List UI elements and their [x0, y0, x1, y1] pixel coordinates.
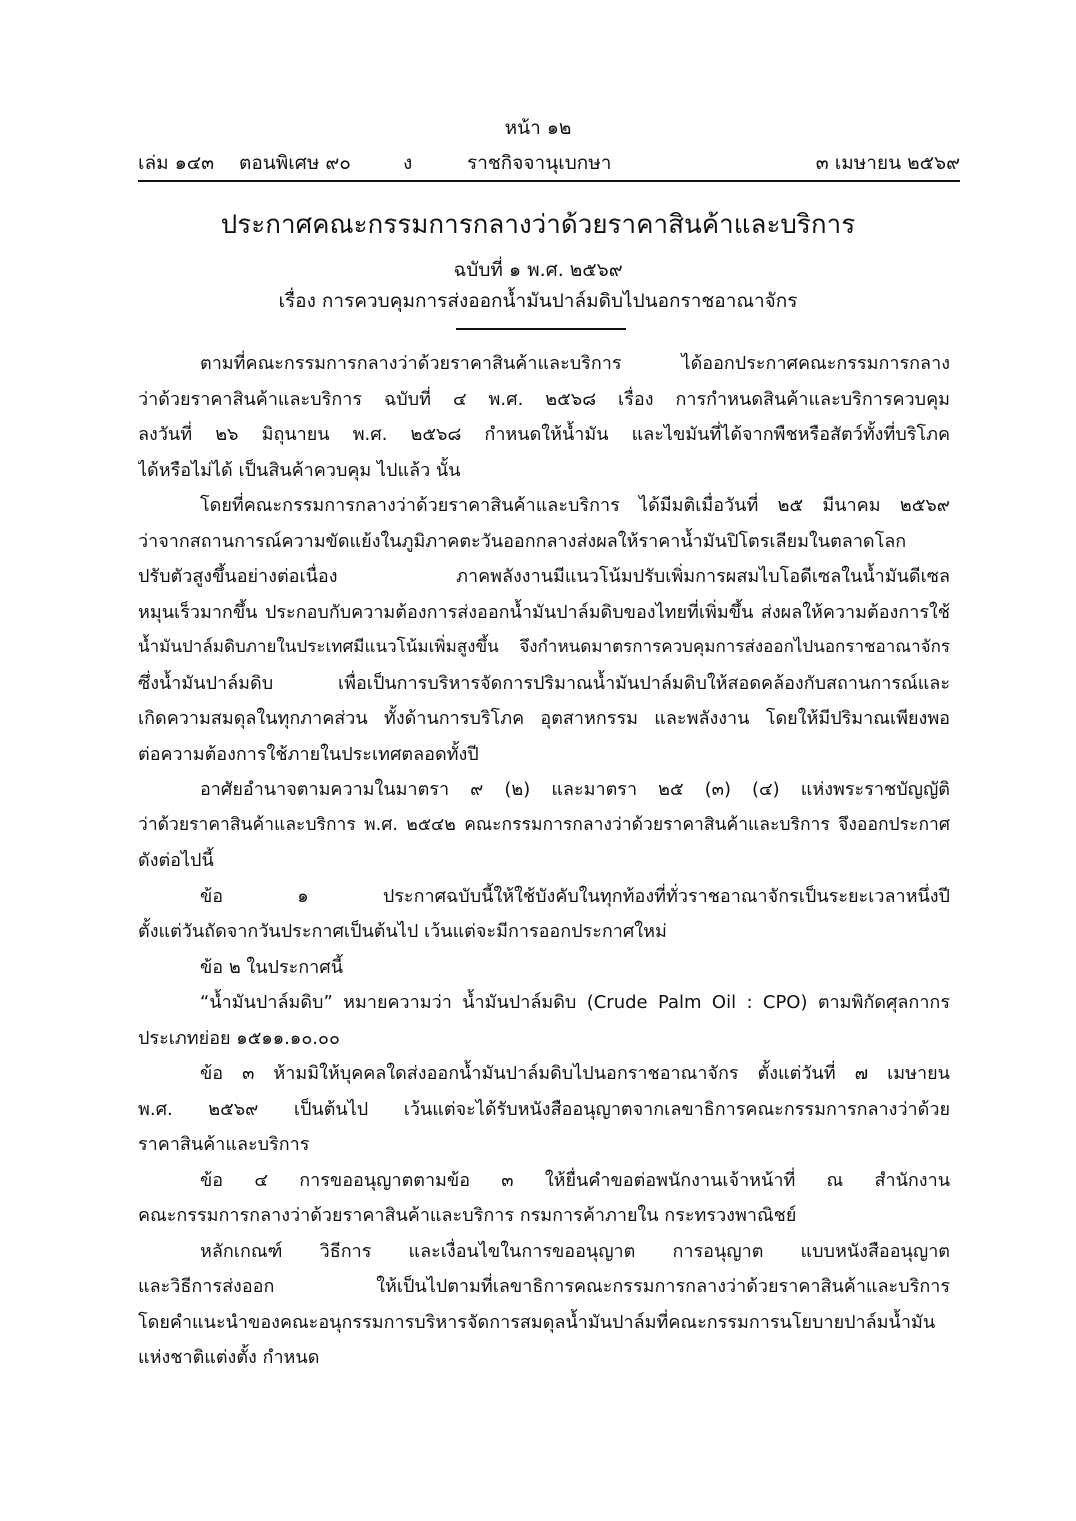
paragraph-line: ราคาสินค้าและบริการ — [138, 1134, 310, 1155]
paragraph — [138, 879, 950, 950]
paragraph-line: ว่าด้วยราคาสินค้าและบริการ พ.ศ. ๒๕๔๒ คณะกรรมการกลางว่าด้วยราคาสินค้าและบริการ จึงออกประกาศ — [138, 814, 950, 835]
paragraph-line: โดยที่คณะกรรมการกลางว่าด้วยราคาสินค้าและบริการ ได้มีมติเมื่อวันที่ ๒๕ มีนาคม ๒๕๖๙ — [200, 495, 950, 516]
paragraph-line: ว่าด้วยราคาสินค้าและบริการ ฉบับที่ ๔ พ.ศ. ๒๕๖๘ เรื่อง การกำหนดสินค้าและบริการควบคุม — [138, 388, 950, 410]
paragraph-line: ประเภทย่อย ๑๕๑๑.๑๐.๐๐ — [138, 1027, 340, 1049]
paragraph-line: น้ำมันปาล์มดิบภายในประเทศมีแนวโน้มเพิ่มสูงขึ้น จึงกำหนดมาตรการควบคุมการส่งออกไปนอกราชอาณาจักร — [138, 637, 950, 657]
issue-number: ตอนพิเศษ ๙๐ — [239, 152, 351, 174]
paragraph — [138, 1056, 950, 1163]
paragraph-line: เกิดความสมดุลในทุกภาคส่วน ทั้งด้านการบริโภค อุตสาหกรรม และพลังงาน โดยให้มีปริมาณเพียงพอ — [138, 708, 950, 729]
paragraph-line: ข้อ ๔ การขออนุญาตตามข้อ ๓ ให้ยื่นคำขอต่อพนักงานเจ้าหน้าที่ ณ สำนักงาน — [200, 1169, 950, 1191]
paragraph-line: โดยคำแนะนำของคณะอนุกรรมการบริหารจัดการสมดุลน้ำมันปาล์มที่คณะกรรมการนโยบายปาล์มน้ำมัน — [138, 1311, 936, 1333]
paragraph-line: “น้ำมันปาล์มดิบ” หมายความว่า น้ำมันปาล์มดิบ (Crude Palm Oil : CPO) ตามพิกัดศุลกากร — [200, 992, 950, 1013]
paragraph — [138, 950, 950, 986]
announcement-body — [138, 346, 950, 1376]
paragraph — [138, 772, 950, 879]
paragraph-line: อาศัยอำนาจตามความในมาตรา ๙ (๒) และมาตรา ๒๕ (๓) (๔) แห่งพระราชบัญญัติ — [200, 779, 950, 800]
publication-date: ๓ เมษายน ๒๕๖๙ — [815, 152, 960, 174]
paragraph-line: ข้อ ๑ ประกาศฉบับนี้ให้ใช้บังคับในทุกท้องที่ทั่วราชอาณาจักรเป็นระยะเวลาหนึ่งปี — [200, 885, 950, 907]
paragraph-line: ตั้งแต่วันถัดจากวันประกาศเป็นต้นไป เว้นแต่จะมีการออกประกาศใหม่ — [138, 921, 667, 942]
paragraph-line: ตามที่คณะกรรมการกลางว่าด้วยราคาสินค้าและบริการ ได้ออกประกาศคณะกรรมการกลาง — [200, 353, 950, 374]
paragraph — [138, 1234, 950, 1376]
paragraph — [138, 1163, 950, 1234]
paragraph-line: ดังต่อไปนี้ — [138, 850, 214, 871]
gazette-name: ราชกิจจานุเบกษา — [467, 152, 612, 174]
paragraph-line: ปรับตัวสูงขึ้นอย่างต่อเนื่อง ภาคพลังงานมีแนวโน้มปรับเพิ่มการผสมไบโอดีเซลในน้ำมันดีเซล — [138, 566, 950, 587]
paragraph-line: หลักเกณฑ์ วิธีการ และเงื่อนไขในการขออนุญาต การอนุญาต แบบหนังสืออนุญาต — [200, 1240, 950, 1262]
volume-number: เล่ม ๑๔๓ — [138, 152, 215, 174]
paragraph-line: หมุนเร็วมากขึ้น ประกอบกับความต้องการส่งออกน้ำมันปาล์มดิบของไทยที่เพิ่มขึ้น ส่งผลให้ความต้องการใช้ — [138, 601, 950, 623]
paragraph-line: ข้อ ๓ ห้ามมิให้บุคคลใดส่งออกน้ำมันปาล์มดิบไปนอกราชอาณาจักร ตั้งแต่วันที่ ๗ เมษายน — [200, 1063, 950, 1084]
paragraph-line: คณะกรรมการกลางว่าด้วยราคาสินค้าและบริการ กรมการค้าภายใน กระทรวงพาณิชย์ — [138, 1205, 797, 1226]
paragraph-line: ว่าจากสถานการณ์ความขัดแย้งในภูมิภาคตะวันออกกลางส่งผลให้ราคาน้ำมันปิโตรเลียมในตลาดโลก — [138, 530, 907, 552]
paragraph-line: และวิธีการส่งออก ให้เป็นไปตามที่เลขาธิการคณะกรรมการกลางว่าด้วยราคาสินค้าและบริการ — [138, 1276, 950, 1297]
title-divider — [456, 328, 626, 330]
paragraph-line: ลงวันที่ ๒๖ มิถุนายน พ.ศ. ๒๕๖๘ กำหนดให้น้ำมัน และไขมันที่ได้จากพืชหรือสัตว์ทั้งที่บริโภค — [138, 424, 950, 445]
paragraph — [138, 488, 950, 772]
paragraph-line: ซึ่งน้ำมันปาล์มดิบ เพื่อเป็นการบริหารจัดการปริมาณน้ำมันปาล์มดิบให้สอดคล้องกับสถานการณ์และ — [138, 672, 950, 694]
paragraph — [138, 985, 950, 1056]
paragraph — [138, 346, 950, 488]
paragraph-line: ได้หรือไม่ได้ เป็นสินค้าควบคุม ไปแล้ว นั้น — [138, 459, 461, 481]
announcement-subject: เรื่อง การควบคุมการส่งออกน้ำมันปาล์มดิบไปนอกราชอาณาจักร — [278, 290, 798, 312]
announcement-edition: ฉบับที่ ๑ พ.ศ. ๒๕๖๙ — [453, 259, 623, 281]
paragraph-line: ต่อความต้องการใช้ภายในประเทศตลอดทั้งปี — [138, 743, 479, 765]
paragraph-line: พ.ศ. ๒๕๖๙ เป็นต้นไป เว้นแต่จะได้รับหนังสืออนุญาตจากเลขาธิการคณะกรรมการกลางว่าด้วย — [138, 1098, 950, 1120]
gazette-header — [138, 146, 960, 182]
paragraph-line: ข้อ ๒ ในประกาศนี้ — [200, 956, 344, 978]
section-letter: ง — [403, 152, 413, 174]
paragraph-line: แห่งชาติแต่งตั้ง กำหนด — [138, 1347, 320, 1368]
announcement-title: ประกาศคณะกรรมการกลางว่าด้วยราคาสินค้าและบริการ — [220, 210, 856, 240]
page-number: หน้า ๑๒ — [504, 117, 572, 139]
